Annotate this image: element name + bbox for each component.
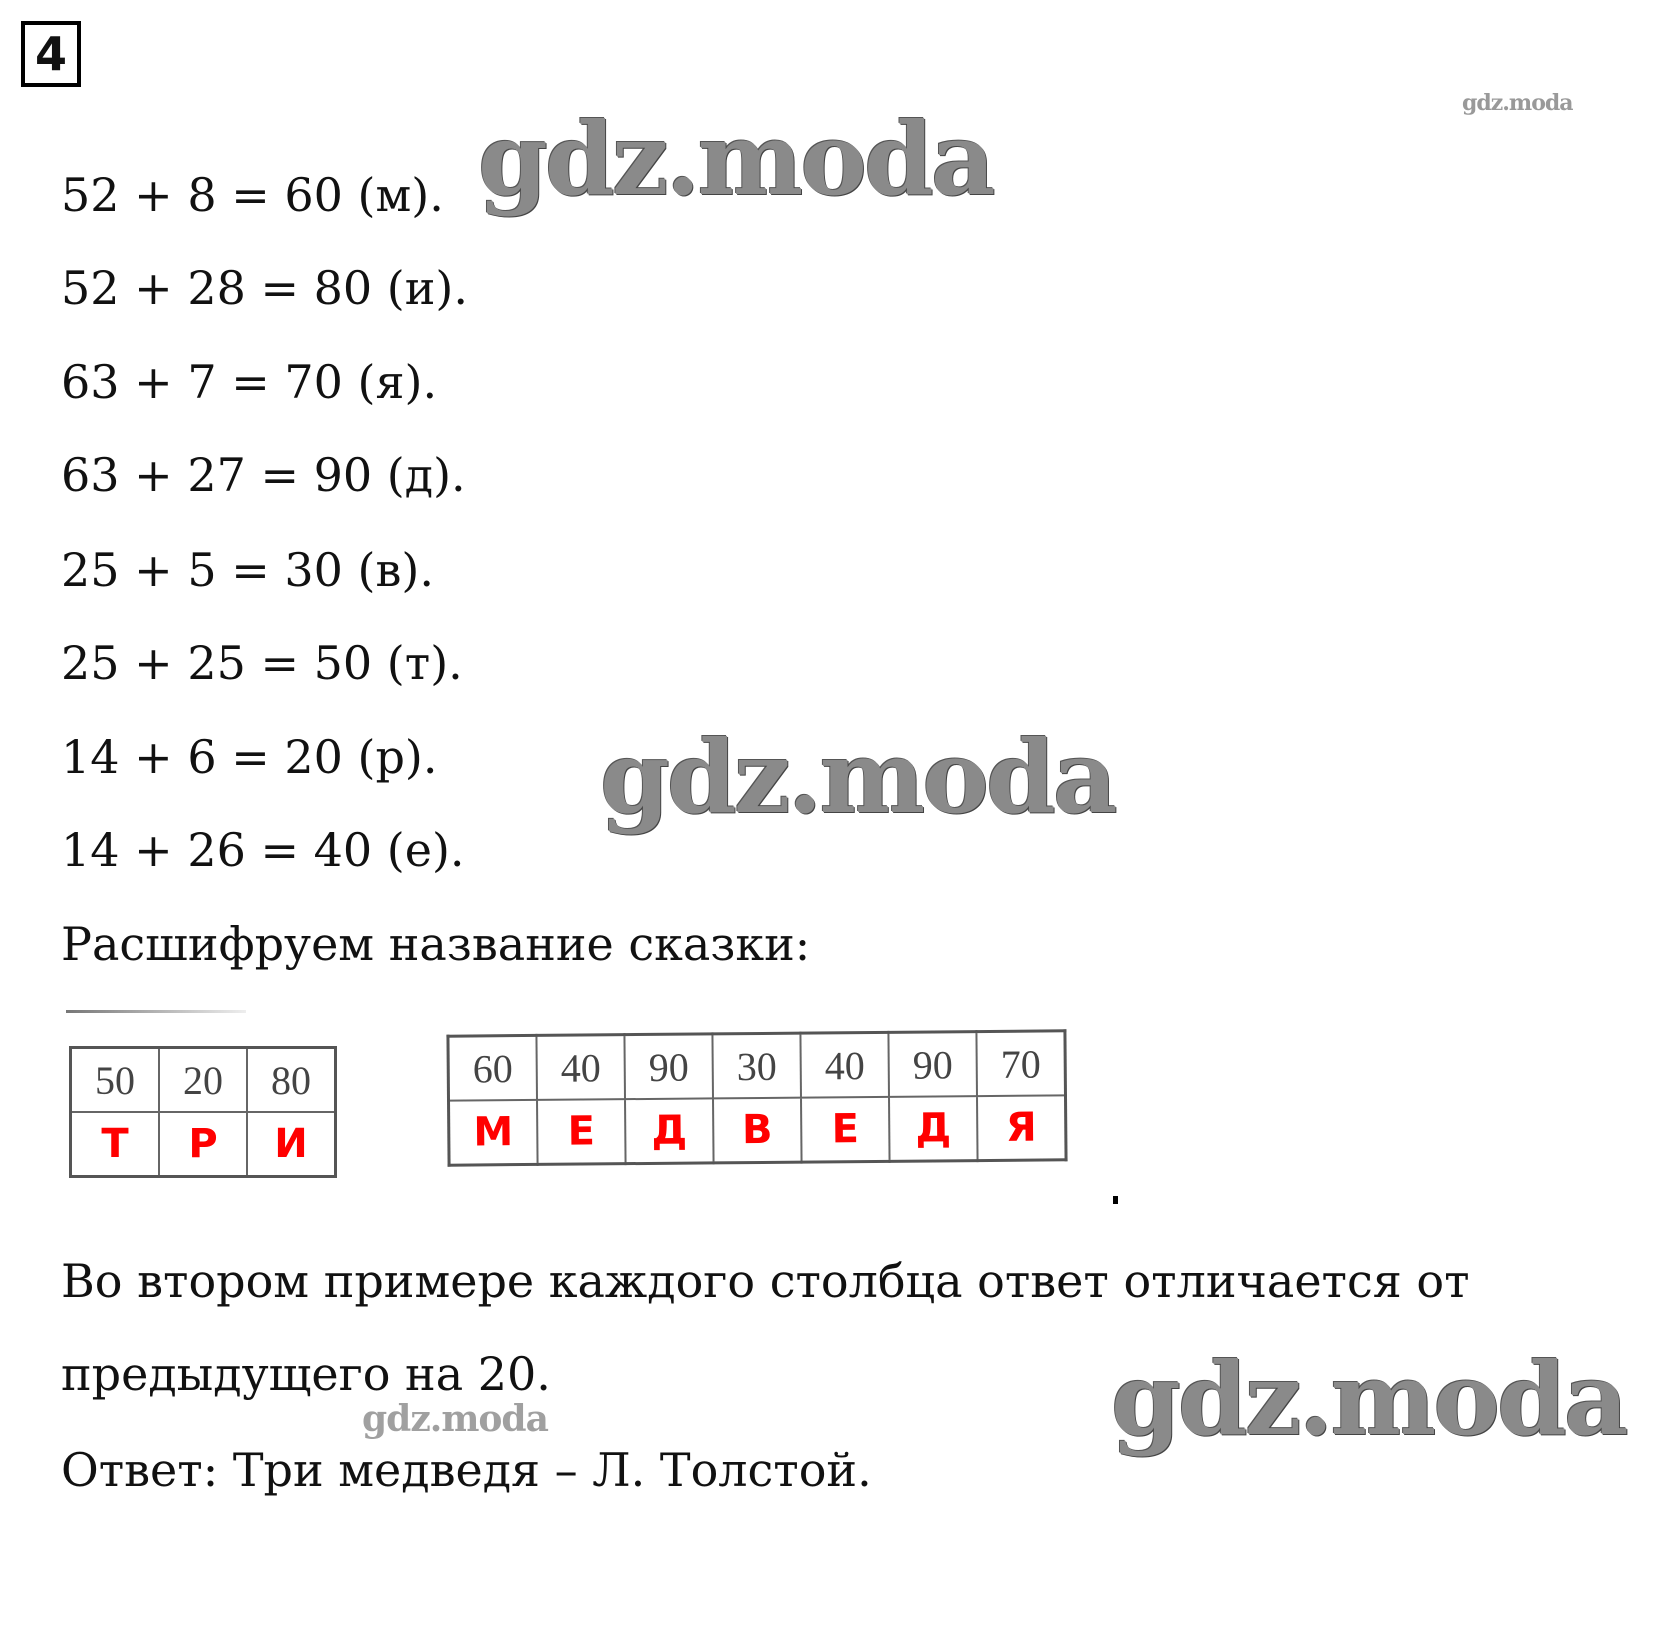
number-cell: 20 [159, 1048, 247, 1113]
equation: 14 + 26 = 40 (е). [61, 823, 465, 877]
equation: 63 + 27 = 90 (д). [61, 448, 466, 502]
letter-cell: Д [889, 1096, 978, 1161]
divider [66, 1010, 246, 1013]
equation: 52 + 8 = 60 (м). [61, 168, 444, 222]
number-cell: 60 [448, 1035, 537, 1100]
watermark: gdz.moda [600, 718, 1115, 836]
number-cell: 50 [71, 1048, 160, 1113]
note-line: Во втором примере каждого столбца ответ отличается от [61, 1254, 1470, 1308]
watermark: gdz.moda [478, 100, 993, 218]
period-mark [1113, 1196, 1118, 1204]
cipher-table-medvedya [446, 1029, 1067, 1166]
letter-cell: И [247, 1112, 336, 1177]
number-cell: 40 [536, 1035, 625, 1100]
equation: 25 + 25 = 50 (т). [61, 636, 463, 690]
answer-line: Ответ: Три медведя – Л. Толстой. [61, 1443, 872, 1497]
cipher-table-tri [69, 1046, 337, 1178]
watermark: gdz.moda [1462, 90, 1573, 116]
letter-cell: Е [537, 1099, 626, 1164]
letter-cell: Я [977, 1095, 1066, 1160]
equation: 63 + 7 = 70 (я). [61, 355, 438, 409]
equation: 25 + 5 = 30 (в). [61, 543, 434, 597]
note-line: предыдущего на 20. [61, 1347, 551, 1401]
equation: 14 + 6 = 20 (р). [61, 730, 438, 784]
watermark: gdz.moda [1111, 1340, 1626, 1458]
task-number: 4 [21, 21, 81, 87]
equation: 52 + 28 = 80 (и). [61, 261, 468, 315]
letter-cell: Е [801, 1097, 890, 1162]
watermark: gdz.moda [362, 1398, 548, 1440]
letter-cell: Д [625, 1098, 714, 1163]
number-cell: 40 [800, 1032, 889, 1097]
number-cell: 90 [624, 1034, 713, 1099]
letter-cell: В [713, 1098, 802, 1163]
letter-cell: М [449, 1100, 538, 1165]
number-cell: 70 [976, 1031, 1065, 1096]
number-cell: 90 [888, 1032, 977, 1097]
letter-cell: Т [71, 1112, 160, 1177]
decode-heading: Расшифруем название сказки: [61, 917, 811, 971]
number-cell: 30 [712, 1033, 801, 1098]
number-cell: 80 [247, 1048, 336, 1113]
letter-cell: Р [159, 1112, 247, 1177]
